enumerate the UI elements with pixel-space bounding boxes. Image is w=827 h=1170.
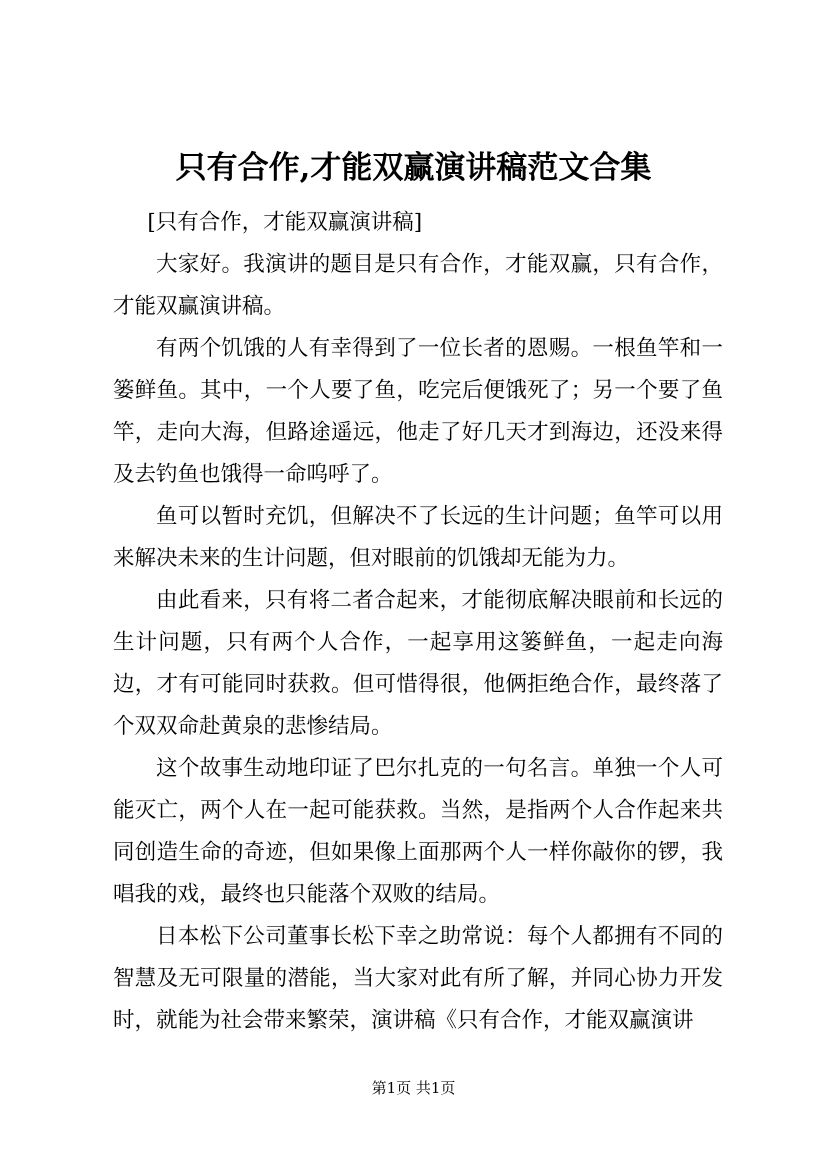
paragraph-6: 日本松下公司董事长松下幸之助常说：每个人都拥有不同的智慧及无可限量的潜能，当大家对此有所了解，并同心协力开发时，就能为社会带来繁荣，演讲稿《只有合作，才能双赢演讲 — [113, 924, 723, 1033]
paragraph-4: 由此看来，只有将二者合起来，才能彻底解决眼前和长远的生计问题，只有两个人合作，一起享用这篓鲜鱼，一起走向海边，才有可能同时获救。但可惜得很，他俩拒绝合作，最终落了个双双命赴黄泉的悲惨结局。 — [113, 588, 723, 739]
document-title: 只有合作,才能双赢演讲稿范文合集 — [175, 150, 652, 186]
document-body — [113, 202, 723, 1042]
paragraph-1: 大家好。我演讲的题目是只有合作，才能双赢，只有合作，才能双赢演讲稿。 — [113, 252, 723, 319]
paragraph-2: 有两个饥饿的人有幸得到了一位长者的恩赐。一根鱼竿和一篓鲜鱼。其中，一个人要了鱼，吃完后便饿死了；另一个要了鱼竿，走向大海，但路途遥远，他走了好几天才到海边，还没来得及去钓鱼也饿得一命呜呼了。 — [113, 336, 723, 487]
page-number-footer: 第1页 共1页 — [371, 1079, 456, 1097]
bracket-heading: [只有合作，才能双赢演讲稿] — [147, 210, 423, 235]
paragraph-5: 这个故事生动地印证了巴尔扎克的一句名言。单独一个人可能灭亡，两个人在一起可能获救。当然，是指两个人合作起来共同创造生命的奇迹，但如果像上面那两个人一样你敲你的锣，我唱我的戏，最终也只能落个双败的结局。 — [113, 756, 723, 907]
paragraph-3: 鱼可以暂时充饥，但解决不了长远的生计问题；鱼竿可以用来解决未来的生计问题，但对眼前的饥饿却无能为力。 — [113, 504, 723, 571]
